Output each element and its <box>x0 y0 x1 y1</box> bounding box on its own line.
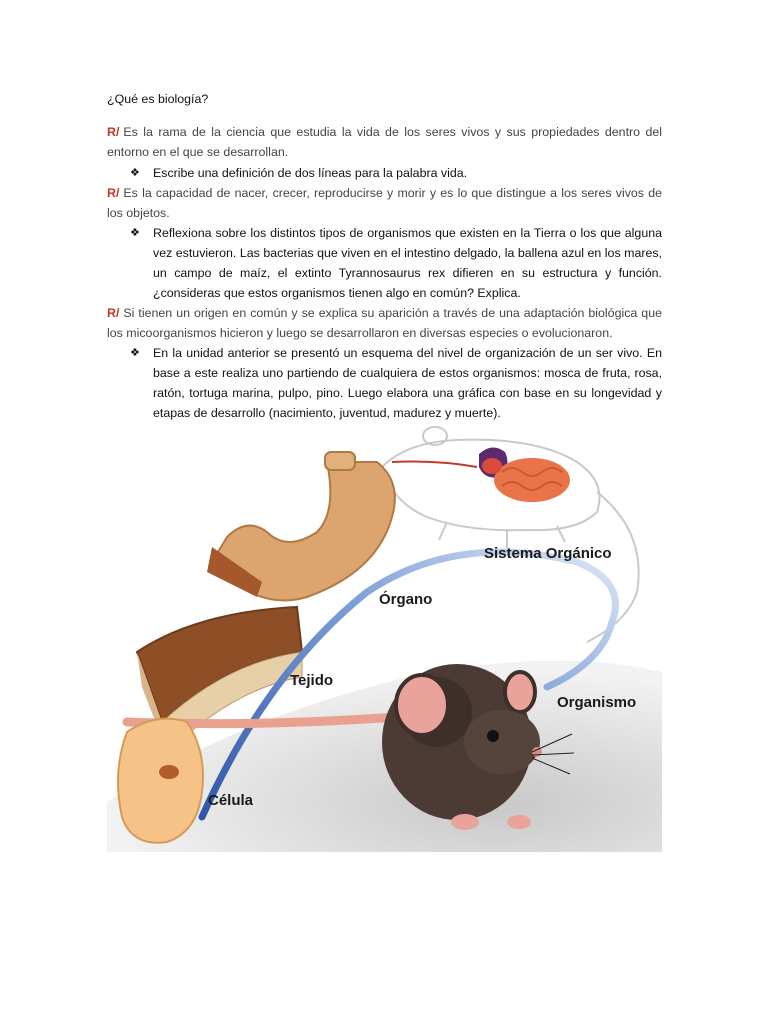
bullet-item-2 <box>130 223 662 303</box>
bullet-2-text: Reflexiona sobre los distintos tipos de organismos que existen en la Tierra o los que alguna vez estuvieron. Las bacterias que viven en el intestino delgado, la ballena azul en los mares, un campo de maíz, el extinto Tyrannosaurus rex difieren en su estructura y función. ¿consideras que estos organismos tienen algo en común? Explica. <box>153 226 662 300</box>
answer-mark: R/ <box>107 125 120 139</box>
figure-svg <box>107 422 662 852</box>
bullet-item-3 <box>130 343 662 423</box>
label-sistema: Sistema Orgánico <box>484 545 612 562</box>
outline-mouse-icon <box>382 427 639 642</box>
answer-mark: R/ <box>107 186 120 200</box>
label-tejido: Tejido <box>290 672 334 689</box>
answer-3 <box>107 303 662 343</box>
bullet-1-text: Escribe una definición de dos líneas para la palabra vida. <box>153 166 468 180</box>
answer-2 <box>107 183 662 223</box>
bullet-3-text: En la unidad anterior se presentó un esquema del nivel de organización de un ser vivo. En base a este realiza uno partiendo de cualquiera de estos organismos: mosca de fruta, rosa, ratón, tortuga marina, pulpo, pino. Luego elabora una gráfica con base en su longevidad y etapas de desarrollo (nacimiento, juventud, madurez y muerte). <box>153 346 662 420</box>
question-title: ¿Qué es biología? <box>107 92 209 106</box>
bullet-diamond-icon: ❖ <box>130 347 140 359</box>
label-organismo: Organismo <box>557 694 637 711</box>
answer-1-text: Es la rama de la ciencia que estudia la vida de los seres vivos y sus propiedades dentro del entorno en el que se desarrollan. <box>107 125 662 159</box>
bullet-diamond-icon: ❖ <box>130 227 140 239</box>
answer-3-text: Si tienen un origen en común y se explica su aparición a través de una adaptación biológica que los micoorganismos hicieron y luego se desarrollaron en diversas especies o evolucionaron. <box>107 306 662 340</box>
bullet-diamond-icon: ❖ <box>130 167 140 179</box>
label-organo: Órgano <box>379 591 433 608</box>
answer-2-text: Es la capacidad de nacer, crecer, reproducirse y morir y es lo que distingue a los seres vivos de los objetos. <box>107 186 662 220</box>
label-celula: Célula <box>208 792 254 809</box>
stomach-organ-icon <box>207 452 395 600</box>
cell-icon <box>118 719 203 843</box>
levels-of-organization-figure <box>107 422 662 852</box>
organ-system-icon <box>392 447 570 502</box>
answer-mark: R/ <box>107 306 120 320</box>
bullet-item-1 <box>130 163 662 183</box>
answer-1 <box>107 122 662 162</box>
